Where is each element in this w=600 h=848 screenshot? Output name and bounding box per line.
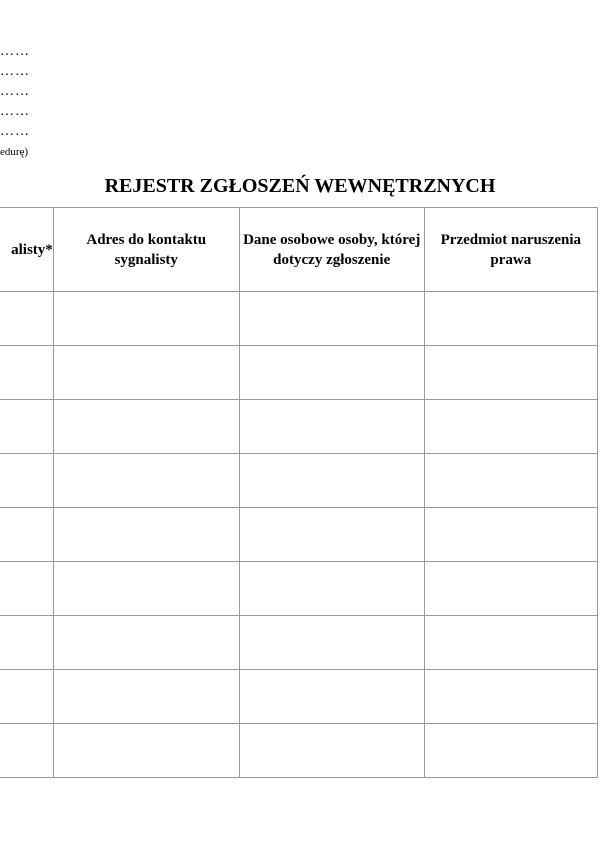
table-cell[interactable] [0, 400, 53, 454]
fill-line: …… [0, 64, 30, 79]
table-cell[interactable] [53, 508, 239, 562]
table-cell[interactable] [424, 670, 597, 724]
table-cell[interactable] [53, 562, 239, 616]
document-title: REJESTR ZGŁOSZEŃ WEWNĘTRZNYCH [104, 175, 496, 197]
table-cell[interactable] [53, 454, 239, 508]
table-cell[interactable] [424, 400, 597, 454]
fill-line: …… [0, 84, 30, 99]
fill-line: …… [0, 104, 30, 119]
table-cell[interactable] [239, 454, 424, 508]
column-header-violation-subject: Przedmiot naruszenia prawa [424, 208, 597, 292]
table-cell[interactable] [239, 346, 424, 400]
table-cell[interactable] [0, 724, 53, 778]
table-header-row [0, 208, 598, 292]
table-row [0, 616, 598, 670]
table-cell[interactable] [0, 454, 53, 508]
table-cell[interactable] [0, 508, 53, 562]
table-cell[interactable] [53, 346, 239, 400]
table-cell[interactable] [424, 616, 597, 670]
table-row [0, 454, 598, 508]
table-cell[interactable] [424, 562, 597, 616]
table-cell[interactable] [0, 616, 53, 670]
table-cell[interactable] [424, 724, 597, 778]
column-header-personal-data: Dane osobowe osoby, której dotyczy zgłoszenie [239, 208, 424, 292]
table-cell[interactable] [0, 346, 53, 400]
table-cell[interactable] [424, 292, 597, 346]
table-cell[interactable] [0, 670, 53, 724]
table-cell[interactable] [239, 400, 424, 454]
table-cell[interactable] [0, 562, 53, 616]
table-row [0, 562, 598, 616]
table-row [0, 346, 598, 400]
table-cell[interactable] [239, 292, 424, 346]
column-header-whistleblower: alisty* [0, 208, 53, 292]
table-cell[interactable] [239, 724, 424, 778]
table-row [0, 508, 598, 562]
table-row [0, 724, 598, 778]
table-cell[interactable] [0, 292, 53, 346]
table-cell[interactable] [53, 400, 239, 454]
column-header-contact-address: Adres do kontaktu sygnalisty [53, 208, 239, 292]
table-cell[interactable] [424, 346, 597, 400]
table-cell[interactable] [53, 670, 239, 724]
table-cell[interactable] [53, 292, 239, 346]
register-table [0, 207, 598, 778]
fill-line: …… [0, 124, 30, 139]
table-cell[interactable] [53, 724, 239, 778]
table-row [0, 292, 598, 346]
table-cell[interactable] [239, 562, 424, 616]
table-row [0, 670, 598, 724]
table-cell[interactable] [239, 670, 424, 724]
table-row [0, 400, 598, 454]
fill-line: …… [0, 44, 30, 59]
header-fill-lines [0, 42, 30, 142]
table-body [0, 292, 598, 778]
table-cell[interactable] [239, 616, 424, 670]
table-cell[interactable] [424, 508, 597, 562]
table-cell[interactable] [239, 508, 424, 562]
table-cell[interactable] [424, 454, 597, 508]
table-cell[interactable] [53, 616, 239, 670]
header-footnote: edurę) [0, 146, 29, 158]
